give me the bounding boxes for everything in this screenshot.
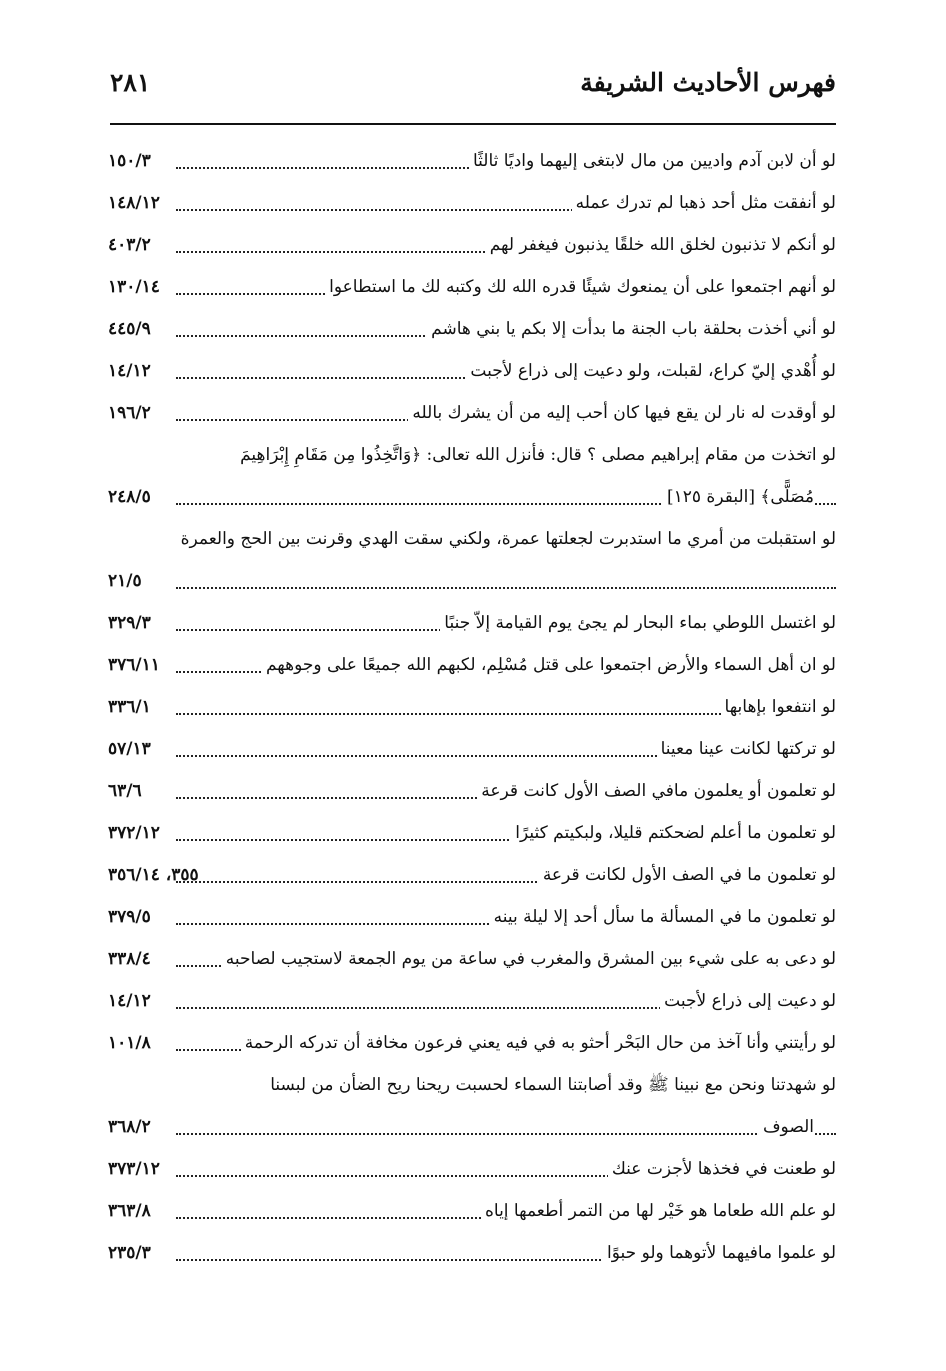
entry-text: لو دعيت إلى ذراع لأجبت — [660, 980, 836, 1022]
index-entry — [108, 896, 836, 938]
entry-text: لو اتخذت من مقام إبراهيم مصلى ؟ قال: فأنزل الله تعالى: ﴿وَاتَّخِذُوا مِن مَقَامِ إِبْرَاهِيمَ — [240, 445, 836, 465]
entry-text: لو أوقدت له نار لن يقع فيها كان أحب إليه من أن يشرك بالله — [408, 392, 836, 434]
index-entry — [108, 1232, 836, 1274]
index-entry — [108, 182, 836, 224]
index-entry — [108, 350, 836, 392]
entry-reference: ١٣٠/١٤ — [108, 277, 160, 297]
index-entry — [108, 392, 836, 434]
index-entry — [108, 980, 836, 1022]
entry-text: لو ان أهل السماء والأرض اجتمعوا على قتل مُسْلِم، لكبهم الله جميعًا على وجوههم — [262, 644, 836, 686]
entry-reference: ٢١/٥ — [108, 571, 142, 591]
entry-text: لو شهدتنا ونحن مع نبينا ﷺ وقد أصابتنا السماء لحسبت ريحنا ريح الضأن من لبسنا — [270, 1075, 836, 1095]
entry-reference: ١٥٠/٣ — [108, 151, 151, 171]
entry-reference: ٣٧٩/٥ — [108, 907, 151, 927]
index-entry — [108, 854, 836, 896]
index-entry — [108, 518, 836, 602]
entry-reference: ٣٣٨/٤ — [108, 949, 151, 969]
entry-text: لو أني أخذت بحلقة باب الجنة ما بدأت إلا بكم يا بني هاشم — [427, 308, 836, 350]
entry-text: لو رأيتني وأنا آخذ من حال البَحْر أحثو به في فيه يعني فرعون مخافة أن تدركه الرحمة — [241, 1022, 836, 1064]
index-entry — [108, 140, 836, 182]
entry-reference: ٣٣٦/١ — [108, 697, 151, 717]
entry-text: لو علم الله طعاما هو خَيْر لها من التمر أطعمها إياه — [481, 1190, 836, 1232]
entry-text: لو أُهْدي إليّ كراع، لقبلت، ولو دعيت إلى ذراع لأجبت — [466, 350, 836, 392]
dot-leader — [176, 587, 836, 589]
entry-text: لو اغتسل اللوطي بماء البحار لم يجئ يوم القيامة إلاّ جنبًا — [440, 602, 836, 644]
index-entry — [108, 308, 836, 350]
entry-reference: ٢٤٨/٥ — [108, 487, 151, 507]
entry-text: لو تعلمون ما في الصف الأول لكانت قرعة — [539, 854, 836, 896]
entry-text: لو علموا مافيهما لأتوهما ولو حبوًا — [603, 1232, 836, 1274]
index-entry — [108, 266, 836, 308]
entry-reference: ٣٦٨/٢ — [108, 1117, 151, 1137]
index-entry — [108, 1022, 836, 1064]
hadith-index-list — [108, 140, 836, 1274]
index-entry — [108, 434, 836, 518]
running-title: فهرس الأحاديث الشريفة — [580, 68, 836, 97]
entry-text: لو تعلمون ما أعلم لضحكتم قليلا، ولبكيتم كثيرًا — [511, 812, 836, 854]
index-entry — [108, 602, 836, 644]
entry-text: لو أن لابن آدم واديين من مال لابتغى إليهما واديًا ثالثًا — [469, 140, 836, 182]
entry-reference: ٣٧٣/١٢ — [108, 1159, 160, 1179]
entry-reference: ١٤/١٢ — [108, 361, 151, 381]
dot-leader — [176, 1133, 836, 1135]
entry-text: لو انتفعوا بإهابها — [721, 686, 836, 728]
entry-reference: ٣٢٩/٣ — [108, 613, 151, 633]
entry-reference: ٢٣٥/٣ — [108, 1243, 151, 1263]
entry-reference: ٣٧٢/١٢ — [108, 823, 160, 843]
entry-text: لو تعلمون ما في المسألة ما سأل أحد إلا ليلة بينه — [490, 896, 836, 938]
entry-reference: ١٤/١٢ — [108, 991, 151, 1011]
index-entry — [108, 938, 836, 980]
entry-reference: ١٤٨/١٢ — [108, 193, 160, 213]
entry-reference: ٣٧٦/١١ — [108, 655, 160, 675]
index-entry — [108, 770, 836, 812]
index-entry — [108, 1064, 836, 1148]
index-entry — [108, 644, 836, 686]
index-entry — [108, 686, 836, 728]
index-entry — [108, 1148, 836, 1190]
header-rule — [110, 123, 836, 125]
page-number: ٢٨١ — [110, 68, 151, 97]
page-header — [110, 60, 836, 110]
index-entry — [108, 224, 836, 266]
entry-reference: ٤٤٥/٩ — [108, 319, 151, 339]
index-entry — [108, 728, 836, 770]
entry-reference: ٣٥٥، ٣٥٦/١٤ — [108, 865, 199, 885]
entry-reference: ٦٣/٦ — [108, 781, 142, 801]
entry-text: لو أنكم لا تذنبون لخلق الله خلقًا يذنبون فيغفر لهم — [486, 224, 836, 266]
entry-text: لو أنهم اجتمعوا على أن يمنعوك شيئًا قدره الله لك وكتبه لك ما استطاعوا — [325, 266, 836, 308]
entry-text: لو استقبلت من أمري ما استدبرت لجعلتها عمرة، ولكني سقت الهدي وقرنت بين الحج والعمرة — [180, 529, 836, 549]
entry-reference: ١٩٦/٢ — [108, 403, 151, 423]
entry-text: لو تركتها لكانت عينا معينا — [657, 728, 836, 770]
entry-reference: ١٠١/٨ — [108, 1033, 151, 1053]
entry-text-continued: مُصَلًّى﴾ [البقرة ١٢٥] — [663, 476, 814, 518]
entry-reference: ٤٠٣/٢ — [108, 235, 151, 255]
index-entry — [108, 812, 836, 854]
index-entry — [108, 1190, 836, 1232]
entry-text: لو أنفقت مثل أحد ذهبا لم تدرك عمله — [572, 182, 836, 224]
entry-reference: ٣٦٣/٨ — [108, 1201, 151, 1221]
entry-reference: ٥٧/١٣ — [108, 739, 151, 759]
entry-text: لو طعنت في فخذها لأجزت عنك — [608, 1148, 836, 1190]
entry-text: لو دعى به على شيء بين المشرق والمغرب في ساعة من يوم الجمعة لاستجيب لصاحبه — [222, 938, 836, 980]
entry-text: لو تعلمون أو يعلمون مافي الصف الأول كانت قرعة — [477, 770, 836, 812]
entry-text-continued: الصوف — [759, 1106, 814, 1148]
